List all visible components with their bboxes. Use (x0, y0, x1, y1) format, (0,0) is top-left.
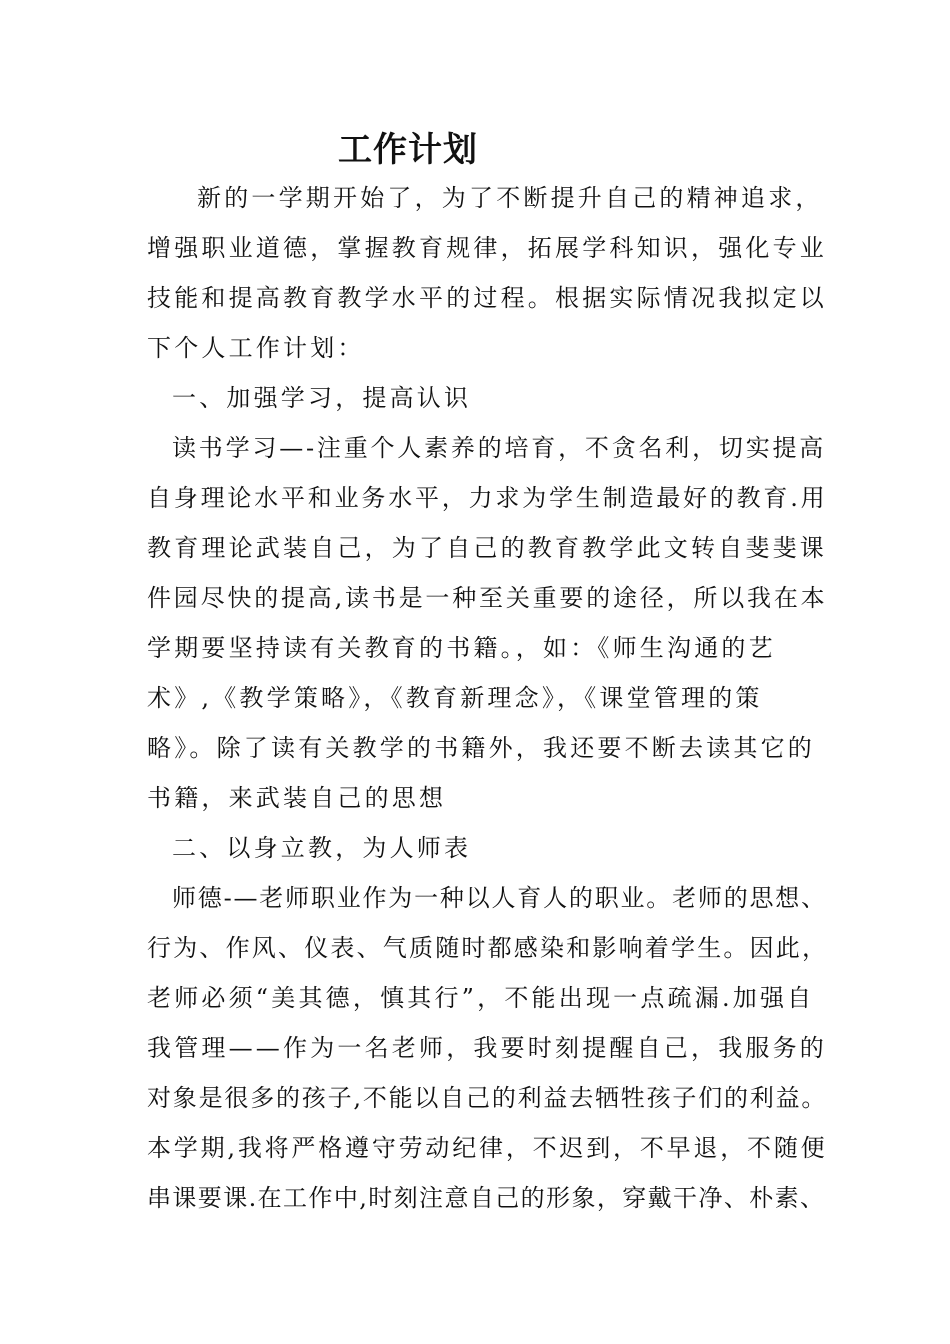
section-heading: 二、以身立教，为人师表 (172, 834, 472, 862)
paragraph-line: 行为、作风、仪表、气质随时都感染和影响着学生。因此， (147, 934, 829, 962)
paragraph-line: 本学期,我将严格遵守劳动纪律，不迟到，不早退，不随便 (147, 1134, 828, 1162)
paragraph-line: 对象是很多的孩子,不能以自己的利益去牺牲孩子们的利益。 (147, 1084, 828, 1112)
paragraph-line: 串课要课.在工作中,时刻注意自己的形象，穿戴干净、朴素、 (147, 1184, 826, 1212)
paragraph-line: 增强职业道德，掌握教育规律，拓展学科知识，强化专业 (147, 234, 827, 262)
paragraph-line: 读书学习—-注重个人素养的培育，不贪名利，切实提高 (172, 434, 827, 462)
paragraph-line: 教育理论武装自己，为了自己的教育教学此文转自斐斐课 (147, 534, 827, 562)
paragraph-line: 新的一学期开始了，为了不断提升自己的精神追求， (197, 184, 823, 212)
paragraph-line: 我管理——作为一名老师，我要时刻提醒自己，我服务的 (147, 1034, 827, 1062)
paragraph-line: 技能和提高教育教学水平的过程。根据实际情况我拟定以 (147, 284, 827, 312)
paragraph-line: 老师必须“美其德，慎其行”，不能出现一点疏漏.加强自 (147, 984, 815, 1012)
paragraph-line: 师德-—老师职业作为一种以人育人的职业。老师的思想、 (172, 884, 827, 912)
paragraph-line: 学期要坚持读有关教育的书籍。，如：《师生沟通的艺 (147, 634, 776, 662)
paragraph-line: 略》。除了读有关教学的书籍外，我还要不断去读其它的 (147, 734, 815, 762)
paragraph-line: 书籍，来武装自己的思想 (147, 784, 447, 812)
section-heading: 一、加强学习，提高认识 (172, 384, 472, 412)
paragraph-line: 术》,《教学策略》，《教育新理念》，《课堂管理的策 (147, 684, 763, 712)
document-title: 工作计划 (338, 130, 478, 170)
paragraph-line: 下个人工作计划： (147, 334, 365, 362)
paragraph-line: 件园尽快的提高,读书是一种至关重要的途径，所以我在本 (147, 584, 828, 612)
paragraph-line: 自身理论水平和业务水平，力求为学生制造最好的教育.用 (147, 484, 828, 512)
